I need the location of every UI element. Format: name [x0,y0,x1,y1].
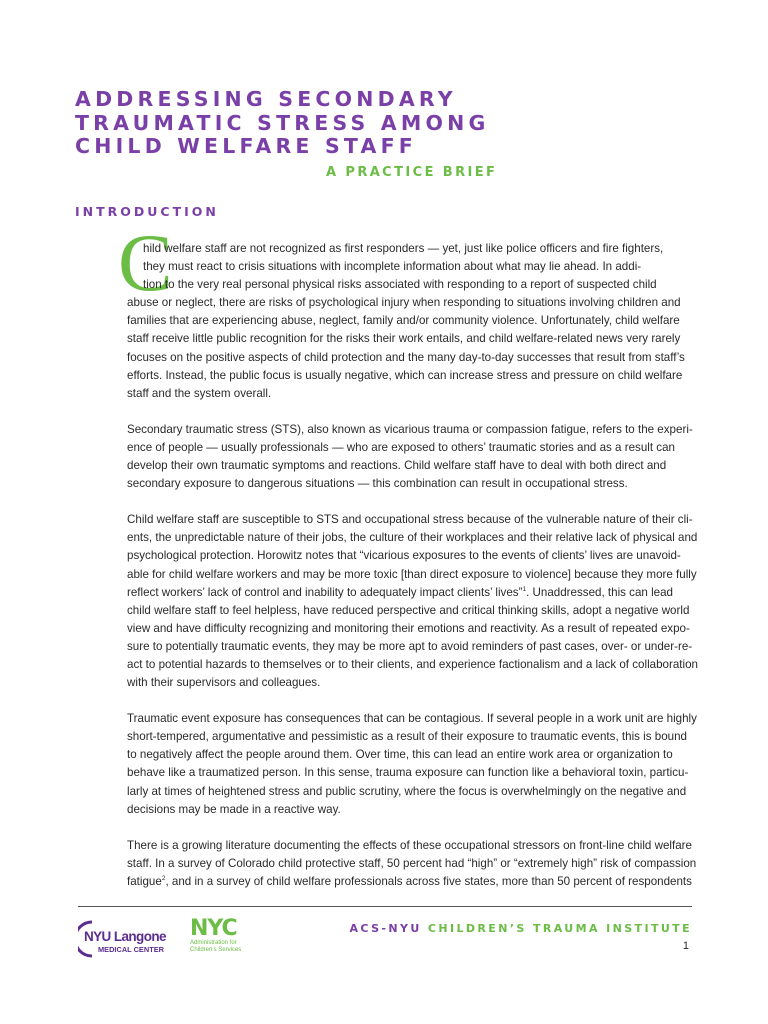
text-line: behave like a traumatized person. In this sense, trauma exposure can function like a behavioral toxin, particu- [127,766,689,780]
body-text [127,240,698,909]
text-line: act to potential hazards to themselves or to their clients, and experience factionalism and a lack of collaboration [127,657,698,671]
document-subtitle: A PRACTICE BRIEF [326,165,498,180]
title-line-1: ADDRESSING SECONDARY [75,87,457,111]
paragraph-5 [127,837,697,891]
text-line: develop their own traumatic symptoms and reactions. Child welfare staff have to deal with both direct and [127,459,667,473]
text-line: efforts. Instead, the public focus is usually negative, which can increase stress and pressure on child welfare [127,368,683,382]
paragraph-3 [127,511,698,692]
text-line: sure to potentially traumatic events, they may be more apt to avoid reminders of past cases, over- or under-re- [127,639,693,653]
text-line: staff receive little public recognition for the risks their work entails, and child welfare-related news very rarely [127,332,681,346]
text-line: child welfare staff to feel helpless, have reduced perspective and critical thinking skills, adopt a negative world [127,603,690,617]
nyc-acs-logo [190,918,256,960]
page-number: 1 [682,940,689,952]
footnote-marker: 1 [522,585,527,593]
nyc-logo-word: NYC [190,916,237,941]
text-line: There is a growing literature documenting the effects of these occupational stressors on front-line child welfare [127,838,692,852]
text-line: Traumatic event exposure has consequences that can be contagious. If several people in a work unit are highly [127,712,697,726]
text-line: focuses on the positive aspects of child protection and the many day-to-day successes that result from staff’s [127,350,685,364]
text-line-start: fatigue [127,874,162,888]
text-line: staff and the system overall. [127,386,272,400]
text-line: decisions may be made in a reactive way. [127,802,341,816]
title-line-2: TRAUMATIC STRESS AMONG [75,110,490,135]
footnote-marker: 2 [161,875,166,883]
text-line: psychological protection. Horowitz notes that “vicarious exposures to the events of clients’ lives are unavoid- [127,549,681,563]
text-line: families that are experiencing abuse, neglect, family and/or community violence. Unfortunately, child welfare [127,314,680,328]
text-line: ence of people — usually professionals — who are exposed to others’ traumatic stories and as a result can [127,440,675,454]
text-line-end: , and in a survey of child welfare professionals across five states, more than 50 percent of respondents [165,874,692,888]
drop-cap-letter: C [118,217,173,308]
paragraph-4 [127,710,697,819]
text-line-end: . Unaddressed, this can lead [526,585,674,599]
nyc-logo-sub-line-1: Administration for [190,940,237,946]
text-line: abuse or neglect, there are risks of psychological injury when responding to situations involving children and [127,296,681,310]
footer-org-part-1: ACS-NYU [349,922,422,935]
text-line: Secondary traumatic stress (STS), also known as vicarious trauma or compassion fatigue, refers to the experi- [127,422,693,436]
text-line: able for child welfare workers and may be more toxic [than direct exposure to violence] because they more fully [127,567,697,581]
text-line: they must react to crisis situations with incomplete information about what may lie ahead. In addi- [143,260,642,274]
text-line: secondary exposure to dangerous situations — this combination can result in occupational stress. [127,477,628,491]
footer-divider [78,906,692,907]
footer-org-part-2: CHILDREN’S TRAUMA INSTITUTE [427,922,692,935]
text-line: short-tempered, argumentative and pessimistic as a result of their exposure to traumatic events, this is bound [127,730,687,744]
text-line-start: reflect workers’ lack of control and inability to adequately impact clients’ lives” [127,585,523,599]
text-line: Child welfare staff are susceptible to STS and occupational stress because of the vulnerable nature of their cli- [127,513,693,527]
text-line: view and have difficulty recognizing and monitoring their emotions and reactivity. As a result of repeated expo- [127,621,690,635]
text-line: larly at times of heightened stress and public scrutiny, where the focus is overwhelmingly on the negative and [127,784,687,798]
document-title [75,88,715,159]
nyu-logo-sub: MEDICAL CENTER [98,945,164,954]
text-line: staff. In a survey of Colorado child protective staff, 50 percent had “high” or “extremely high” risk of compassion [127,856,697,870]
text-line: hild welfare staff are not recognized as first responders — yet, just like police officers and fire fighters, [143,242,664,255]
text-line-with-footnote [127,873,692,891]
title-line-3: CHILD WELFARE STAFF [75,134,417,158]
nyu-logo-name: NYU Langone [84,929,166,944]
text-line-with-footnote [127,584,689,602]
paragraph-2 [127,421,693,493]
paragraph-1 [127,240,689,403]
footer-organization [350,922,693,935]
section-heading-introduction: INTRODUCTION [75,204,219,219]
text-line: ents, the unpredictable nature of their jobs, the culture of their workplaces and their relative lack of physical and [127,531,698,545]
nyu-langone-logo [78,918,178,960]
text-line: tion to the very real personal physical risks associated with responding to a report of suspected child [143,278,657,292]
text-line: to negatively affect the people around them. Over time, this can lead an entire work area or organization to [127,748,673,762]
nyc-logo-sub-line-2: Children’s Services [190,946,242,953]
text-line: with their supervisors and colleagues. [127,676,321,690]
